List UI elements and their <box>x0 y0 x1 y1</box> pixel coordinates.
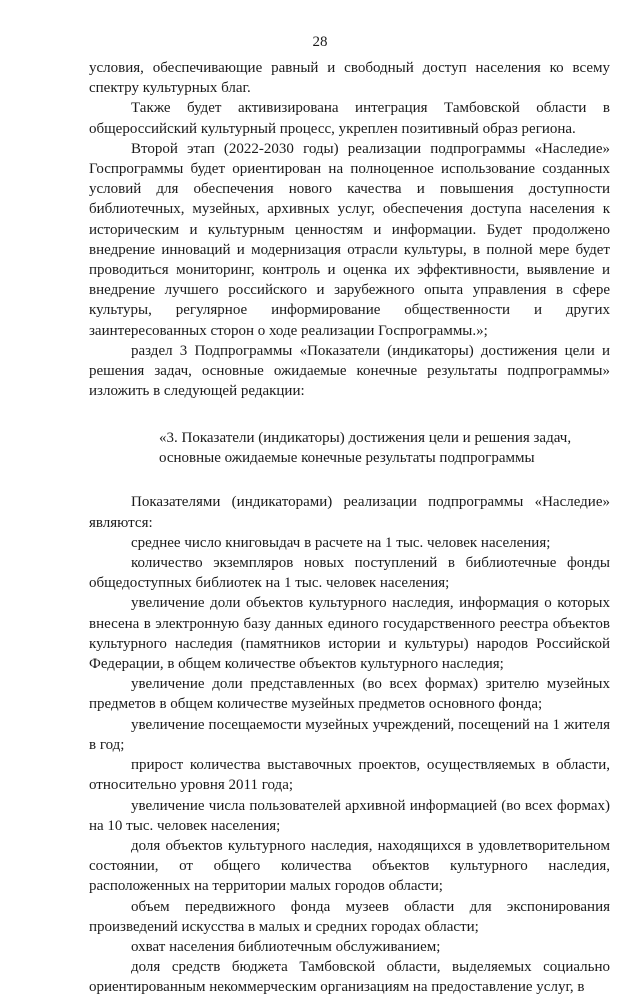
indicator-item: количество экземпляров новых поступлений в библиотечные фонды общедоступных библиотек на 1 тыс. человек населения; <box>89 555 610 592</box>
section-heading-line: основные ожидаемые конечные результаты подпрограммы <box>159 450 535 467</box>
indicator-item: объем передвижного фонда музеев области для экспонирования произведений искусства в малых и средних городах области; <box>89 898 610 935</box>
indicator-item: увеличение доли представленных (во всех формах) зрителю музейных предметов в общем количестве музейных предметов основного фонда; <box>89 676 610 713</box>
section-heading <box>89 428 610 468</box>
page-number: 28 <box>312 34 328 50</box>
paragraph: раздел 3 Подпрограммы «Показатели (индикаторы) достижения цели и решения задач, основные ожидаемые конечные результаты подпрограммы» изложить в следующей редакции: <box>89 342 610 400</box>
indicator-item: доля средств бюджета Тамбовской области, выделяемых социально ориентированным некоммерческим организациям на предоставление услуг, в <box>89 959 610 996</box>
paragraph: Второй этап (2022-2030 годы) реализации подпрограммы «Наследие» Госпрограммы будет ориентирован на полноценное использование созданных условий для обеспечения нового качества и повышения доступности библиотечных, музейных, архивных услуг, обеспечения доступа населения к историческим и культурным ценностям и информации. Будет продолжено внедрение инноваций и модернизация отрасли культуры, в полной мере будет проводиться мониторинг, контроль и оценка их эффективности, выявление и внедрение лучшего российского и зарубежного опыта управления в сфере культуры, регулярное информирование общественности и других заинтересованных сторон о ходе реализации Госпрограммы.»; <box>89 140 610 339</box>
indicator-item: увеличение посещаемости музейных учреждений, посещений на 1 жителя в год; <box>89 716 610 753</box>
paragraph: Также будет активизирована интеграция Тамбовской области в общероссийский культурный процесс, укреплен позитивный образ региона. <box>89 100 610 137</box>
indicator-item: увеличение числа пользователей архивной информацией (во всех формах) на 10 тыс. человек населения; <box>89 797 610 834</box>
indicator-item: прирост количества выставочных проектов, осуществляемых в области, относительно уровня 2011 года; <box>89 757 610 794</box>
indicators-intro: Показателями (индикаторами) реализации подпрограммы «Наследие» являются: <box>89 494 610 531</box>
indicator-item: охват населения библиотечным обслуживанием; <box>131 938 441 955</box>
indicator-item: среднее число книговыдач в расчете на 1 тыс. человек населения; <box>131 534 551 551</box>
indicator-item: увеличение доли объектов культурного наследия, информация о которых внесена в электронную базу данных единого государственного реестра объектов культурного наследия (памятников истории и культуры) народов Российской Федерации, в общем количестве объектов культурного наследия; <box>89 595 610 673</box>
section-heading-line: «3. Показатели (индикаторы) достижения цели и решения задач, <box>159 430 572 447</box>
document-body <box>89 58 610 998</box>
indicator-item: доля объектов культурного наследия, находящихся в удовлетворительном состоянии, от общего количества объектов культурного наследия, расположенных на территории малых городов области; <box>89 837 610 895</box>
paragraph: условия, обеспечивающие равный и свободный доступ населения ко всему спектру культурных благ. <box>89 60 610 97</box>
